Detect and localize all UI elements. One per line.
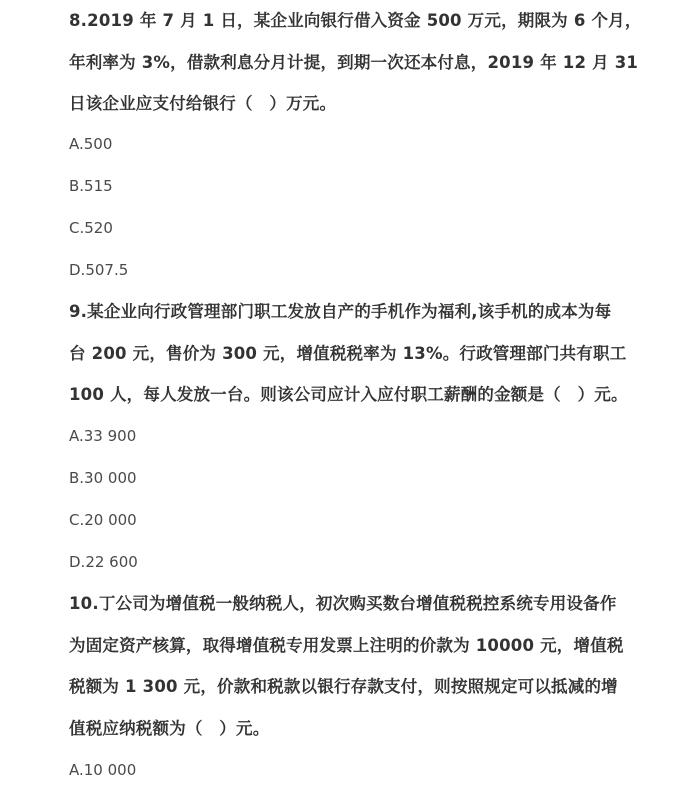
question-10-line-2: 为固定资产核算，取得增值税专用发票上注明的价款为 10000 元，增值税 (69, 635, 624, 655)
question-8-option-d: D.507.5 (69, 261, 129, 279)
question-8-line-2: 年利率为 3%，借款利息分月计提，到期一次还本付息，2019 年 12 月 31 (69, 52, 639, 72)
question-9-option-c: C.20 000 (69, 511, 137, 529)
question-8-option-c: C.520 (69, 219, 113, 237)
question-8-line-1: 8.2019 年 7 月 1 日，某企业向银行借入资金 500 万元，期限为 6 个月， (69, 11, 642, 30)
question-9-line-1: 9.某企业向行政管理部门职工发放自产的手机作为福利,该手机的成本为每 (69, 302, 612, 321)
question-8-option-a: A.500 (69, 135, 113, 153)
question-9-option-d: D.22 600 (69, 553, 138, 571)
question-8 (69, 0, 642, 125)
question-9-line-3: 100 人，每人发放一台。则该公司应计入应付职工薪酬的金额是（ ）元。 (69, 385, 628, 404)
question-10 (69, 583, 629, 749)
question-9-option-b: B.30 000 (69, 469, 137, 487)
question-10-line-4: 值税应纳税额为（ ）元。 (69, 718, 270, 738)
question-9-line-2: 台 200 元，售价为 300 元，增值税税率为 13%。行政管理部门共有职工 (69, 343, 627, 363)
question-9 (69, 291, 629, 416)
question-8-option-b: B.515 (69, 177, 113, 195)
question-9-option-a: A.33 900 (69, 427, 137, 445)
question-10-line-1: 10.丁公司为增值税一般纳税人，初次购买数台增值税税控系统专用设备作 (69, 594, 617, 613)
question-10-line-3: 税额为 1 300 元，价款和税款以银行存款支付，则按照规定可以抵减的增 (69, 677, 618, 696)
question-10-option-a: A.10 000 (69, 761, 137, 779)
question-8-line-3: 日该企业应支付给银行（ ）万元。 (69, 94, 337, 113)
